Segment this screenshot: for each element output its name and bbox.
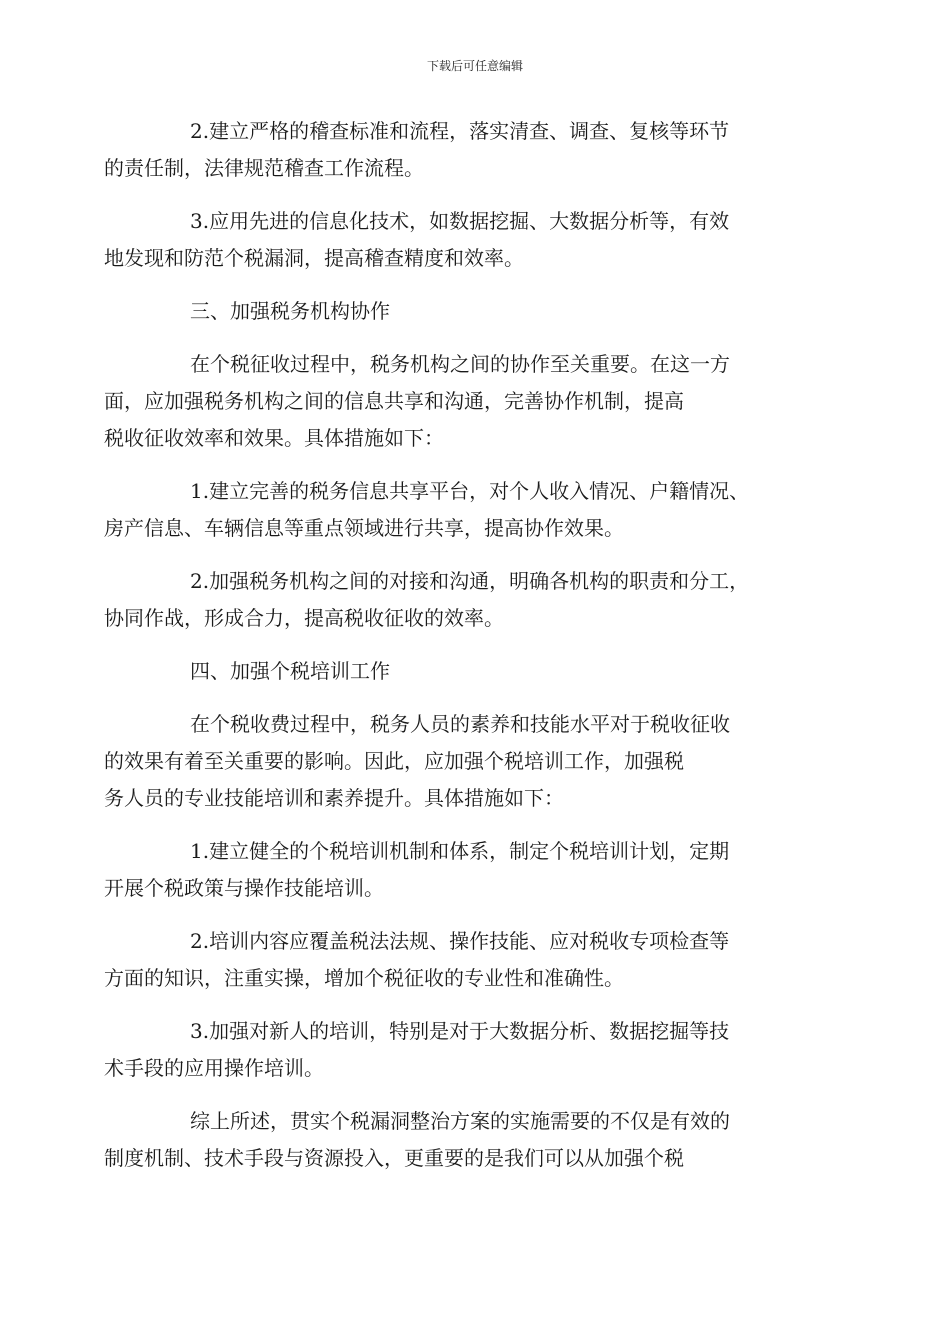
text-line: 在个税收费过程中，税务人员的素养和技能水平对于税收征收 — [190, 712, 730, 736]
paragraph — [104, 1103, 795, 1177]
text-line: 1.建立健全的个税培训机制和体系，制定个税培训计划，定期 — [190, 839, 730, 863]
document-body — [104, 113, 795, 1193]
text-line: 制度机制、技术手段与资源投入，更重要的是我们可以从加强个税 — [104, 1146, 684, 1170]
text-line: 协同作战，形成合力，提高税收征收的效率。 — [104, 606, 504, 630]
paragraph — [104, 346, 795, 457]
text-line: 方面的知识，注重实操，增加个税征收的专业性和准确性。 — [104, 966, 624, 990]
text-line: 地发现和防范个税漏洞，提高稽查精度和效率。 — [104, 246, 524, 270]
paragraph — [104, 473, 795, 547]
text-line: 1.建立完善的税务信息共享平台，对个人收入情况、户籍情况、 — [190, 479, 750, 503]
text-line: 2.建立严格的稽查标准和流程，落实清查、调查、复核等环节 — [190, 119, 730, 143]
text-line: 的效果有着至关重要的影响。因此，应加强个税培训工作，加强税 — [104, 749, 684, 773]
paragraph — [104, 1013, 795, 1087]
text-line: 开展个税政策与操作技能培训。 — [104, 876, 384, 900]
text-line: 在个税征收过程中，税务机构之间的协作至关重要。在这一方 — [190, 352, 730, 376]
text-line: 3.应用先进的信息化技术，如数据挖掘、大数据分析等，有效 — [190, 209, 730, 233]
section-heading — [147, 653, 795, 690]
paragraph — [104, 923, 795, 997]
text-line: 2.加强税务机构之间的对接和沟通，明确各机构的职责和分工， — [190, 569, 750, 593]
section-heading — [147, 293, 795, 330]
text-line: 房产信息、车辆信息等重点领域进行共享，提高协作效果。 — [104, 516, 624, 540]
text-line: 务人员的专业技能培训和素养提升。具体措施如下： — [104, 786, 564, 810]
page-header: 下载后可任意编辑 — [426, 59, 523, 73]
heading-text: 三、加强税务机构协作 — [190, 299, 390, 323]
heading-text: 四、加强个税培训工作 — [190, 659, 390, 683]
text-line: 税收征收效率和效果。具体措施如下： — [104, 426, 444, 450]
text-line: 2.培训内容应覆盖税法法规、操作技能、应对税收专项检查等 — [190, 929, 730, 953]
text-line: 术手段的应用操作培训。 — [104, 1056, 324, 1080]
paragraph — [104, 563, 795, 637]
text-line: 面，应加强税务机构之间的信息共享和沟通，完善协作机制，提高 — [104, 389, 684, 413]
text-line: 3.加强对新人的培训，特别是对于大数据分析、数据挖掘等技 — [190, 1019, 730, 1043]
paragraph — [104, 113, 795, 187]
paragraph — [104, 833, 795, 907]
text-line: 综上所述，贯实个税漏洞整治方案的实施需要的不仅是有效的 — [190, 1109, 730, 1133]
paragraph — [104, 203, 795, 277]
paragraph — [104, 706, 795, 817]
text-line: 的责任制，法律规范稽查工作流程。 — [104, 156, 424, 180]
